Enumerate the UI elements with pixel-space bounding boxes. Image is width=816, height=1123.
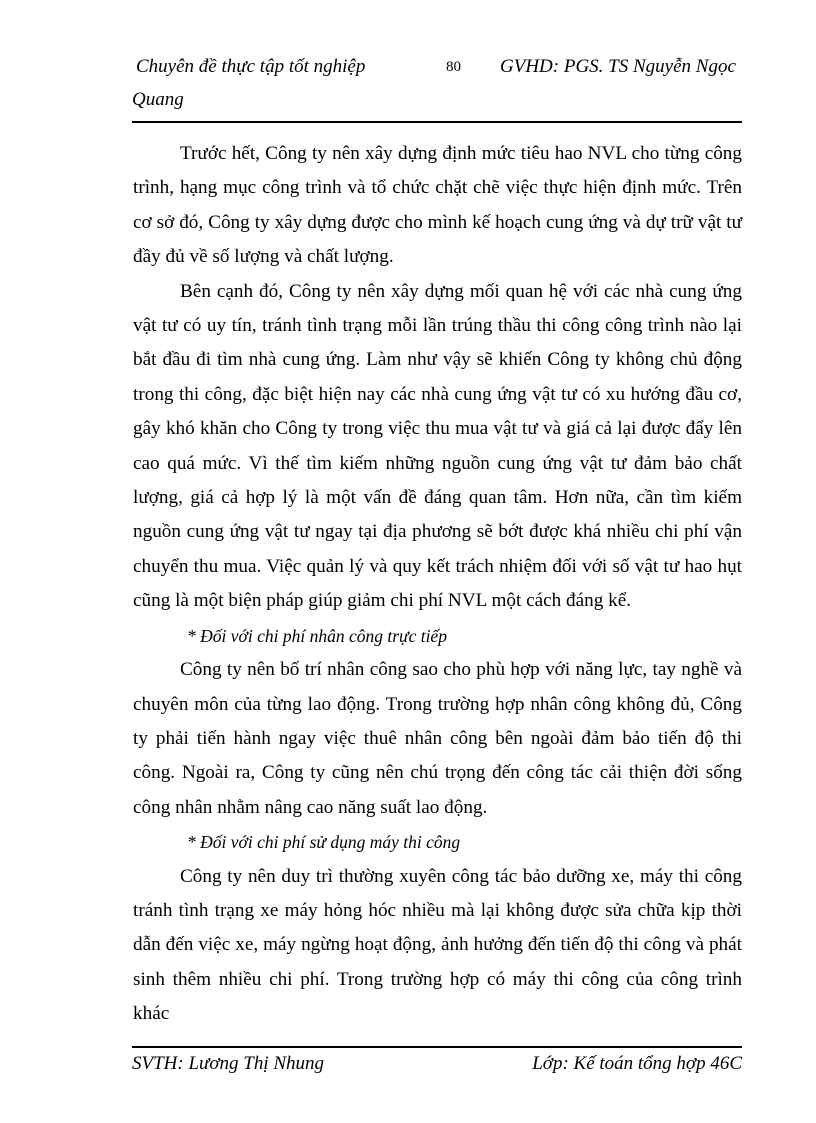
document-body xyxy=(133,137,742,1032)
paragraph: Công ty nên duy trì thường xuyên công tác bảo dưỡng xe, máy thi công tránh tình trạng xe máy hỏng hóc nhiều mà lại không được sửa chữa kịp thời dẫn đến việc xe, máy ngừng hoạt động, ảnh hưởng đến tiến độ thi công và phát sinh thêm nhiều chi phí. Trong trường hợp có máy thi công của công trình khác xyxy=(133,865,742,1025)
class-name: Lớp: Kế toán tổng hợp 46C xyxy=(532,1053,742,1074)
page-header xyxy=(132,50,742,122)
student-name: SVTH: Lương Thị Nhung xyxy=(132,1053,325,1074)
paragraph: Bên cạnh đó, Công ty nên xây dựng mối quan hệ với các nhà cung ứng vật tư có uy tín, tránh tình trạng mỗi lần trúng thầu thi công công trình nào lại bắt đầu đi tìm nhà cung ứng. Làm như vậy sẽ khiến Công ty không chủ động trong thi công, đặc biệt hiện nay các nhà cung ứng vật tư có xu hướng đầu cơ, gây khó khăn cho Công ty trong việc thu mua vật tư và giá cả lại được đẩy lên cao quá mức. Vì thế tìm kiếm những nguồn cung ứng vật tư đảm bảo chất lượng, giá cả hợp lý là một vấn đề đáng quan tâm. Hơn nữa, cần tìm kiếm nguồn cung ứng vật tư ngay tại địa phương sẽ bớt được khá nhiều chi phí vận chuyển thu mua. Việc quản lý và quy kết trách nhiệm đối với số vật tư hao hụt cũng là một biện pháp giúp giảm chi phí NVL một cách đáng kể. xyxy=(133,280,742,612)
paragraph: Công ty nên bố trí nhân công sao cho phù hợp với năng lực, tay nghề và chuyên môn của từng lao động. Trong trường hợp nhân công không đủ, Công ty phải tiến hành ngay việc thuê nhân công bên ngoài đảm bảo tiến độ thi công. Ngoài ra, Công ty cũng nên chú trọng đến công tác cải thiện đời sống công nhân nhằm nâng cao năng suất lao động. xyxy=(133,659,742,818)
page-footer xyxy=(132,1048,742,1080)
document-title: Chuyên đề thực tập tốt nghiệp xyxy=(136,56,366,77)
supervisor-label-continued: Quang xyxy=(132,89,184,110)
supervisor-label: GVHD: PGS. TS Nguyễn Ngọc xyxy=(500,56,736,77)
paragraph: Trước hết, Công ty nên xây dựng định mức tiêu hao NVL cho từng công trình, hạng mục công trình và tổ chức chặt chẽ việc thực hiện định mức. Trên cơ sở đó, Công ty xây dựng được cho mình kế hoạch cung ứng và dự trữ vật tư đầy đủ về số lượng và chất lượng. xyxy=(133,143,742,268)
header-divider xyxy=(132,121,742,123)
section-subheading: * Đối với chi phí nhân công trực tiếp xyxy=(187,625,447,646)
page-number: 80 xyxy=(446,59,461,75)
section-subheading: * Đối với chi phí sử dụng máy thi công xyxy=(187,832,461,853)
